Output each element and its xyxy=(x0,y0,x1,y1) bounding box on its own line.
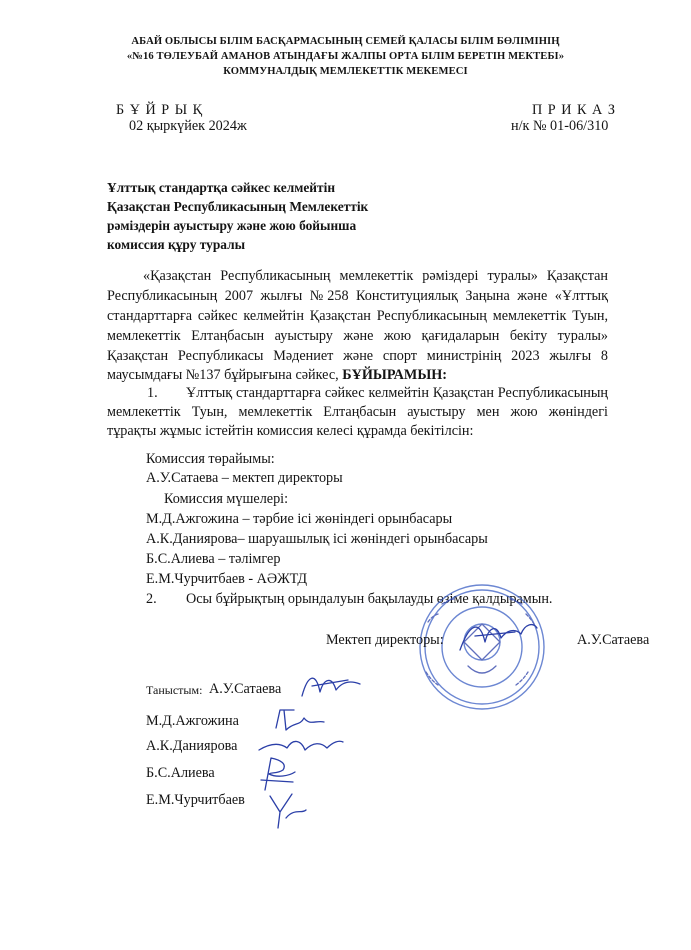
preamble-line-1: «Қазақстан Республикасының мемлекеттік рәміздері туралы» Қазақстан xyxy=(143,268,608,284)
subject-line-4: комиссия құру туралы xyxy=(107,237,246,252)
preamble-line-3: стандарттарға сәйкес келмейтін Қазақстан Республикасының мемлекеттік Туын, xyxy=(107,308,608,324)
item-1-line-1: Ұлттық стандарттарға сәйкес келмейтін Қазақстан Республикасының xyxy=(186,385,608,401)
order-directive: БҰЙЫРАМЫН: xyxy=(342,367,448,383)
members-label: Комиссия мүшелері: xyxy=(164,491,289,507)
org-header-line-3: КОММУНАЛДЫҚ МЕМЛЕКЕТТІК МЕКЕМЕСІ xyxy=(223,66,468,77)
chair-label: Комиссия төрайымы: xyxy=(146,451,275,467)
item-1-line-3: тұрақты жұмыс істейтін комиссия келесі құрамда бекітілсін: xyxy=(107,423,474,439)
chair-member: А.У.Сатаева – мектеп директоры xyxy=(146,470,343,486)
familiar-name-5: Е.М.Чурчитбаев xyxy=(146,792,245,808)
preamble-line-5: Қазақстан Республикасы Мәдениет және спорт министрінің 2023 жылғы 8 xyxy=(107,348,608,364)
familiar-name-2: М.Д.Ажгожина xyxy=(146,713,239,729)
member-2: А.К.Даниярова– шаруашылық ісі жөніндегі орынбасары xyxy=(146,531,488,547)
director-position: Мектеп директоры: xyxy=(326,632,444,648)
member-1: М.Д.Ажгожина – тәрбие ісі жөніндегі орынбасары xyxy=(146,511,453,527)
subject-line-1: Ұлттық стандартқа сәйкес келмейтін xyxy=(107,180,336,195)
order-title-kz: Б Ұ Й Р Ы Қ xyxy=(116,102,204,118)
familiar-signature-5 xyxy=(262,788,312,832)
director-name: А.У.Сатаева xyxy=(577,632,650,648)
preamble-line-2: Республикасының 2007 жылғы №258 Конституциялық Заңына және «Ұлттық xyxy=(107,288,608,304)
director-signature xyxy=(455,612,541,658)
org-header-line-1: АБАЙ ОБЛЫСЫ БІЛІМ БАСҚАРМАСЫНЫҢ СЕМЕЙ ҚАЛАСЫ БІЛІМ БӨЛІМІНІҢ xyxy=(131,36,560,47)
item-2-number: 2. xyxy=(146,591,157,607)
item-1-line-2: мемлекеттік Туын, мемлекеттік Елтаңбасын ауыстыру мен жою жөніндегі xyxy=(107,404,608,420)
subject-line-2: Қазақстан Республикасының Мемлекеттік xyxy=(107,199,369,214)
familiar-label: Таныстым: xyxy=(146,683,203,697)
preamble-tail: маусымдағы №137 бұйрығына сәйкес, xyxy=(107,367,343,383)
item-2-text: Осы бұйрықтың орындалуын бақылауды өзіме қалдырамын. xyxy=(186,591,553,607)
org-header-line-2: «№16 ТӨЛЕУБАЙ АМАНОВ АТЫНДАҒЫ ЖАЛПЫ ОРТА БІЛІМ БЕРЕТІН МЕКТЕБІ» xyxy=(126,51,565,62)
member-4: Е.М.Чурчитбаев - АӘЖТД xyxy=(146,571,308,587)
familiar-name-4: Б.С.Алиева xyxy=(146,765,215,781)
preamble-line-4: мемлекеттік Елтаңбасын ауыстыру және жою қағидаларын бекіту туралы» xyxy=(107,328,608,344)
preamble-line-6 xyxy=(107,367,447,384)
order-title-ru: П Р И К А З xyxy=(532,102,616,118)
member-3: Б.С.Алиева – тәлімгер xyxy=(146,551,281,567)
item-1-number: 1. xyxy=(147,385,158,401)
order-number: н/к № 01-06/310 xyxy=(511,118,609,134)
familiar-name-3: А.К.Даниярова xyxy=(146,738,238,754)
order-date: 02 қыркүйек 2024ж xyxy=(129,118,247,134)
subject-line-3: рәміздерін ауыстыру және жою бойынша xyxy=(107,218,357,233)
familiar-name-1: А.У.Сатаева xyxy=(209,681,282,697)
